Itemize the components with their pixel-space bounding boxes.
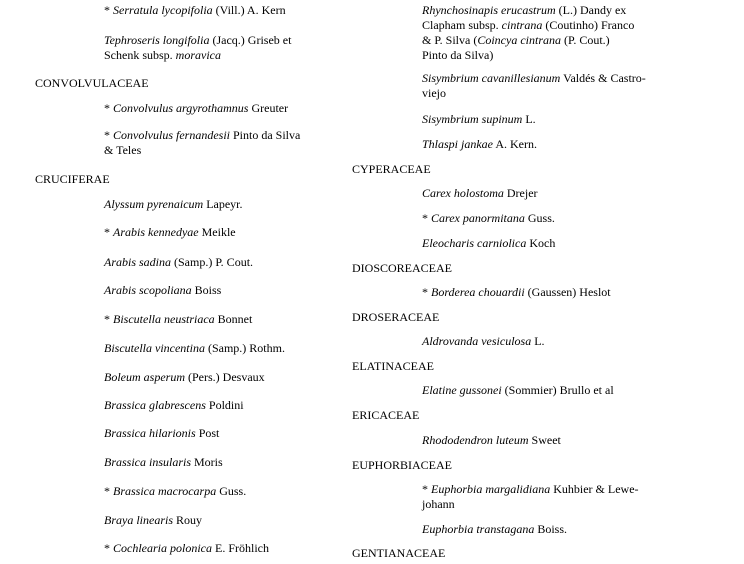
author-text: * bbox=[422, 211, 431, 225]
species-name: Elatine gussonei bbox=[422, 383, 502, 397]
family-heading: ELATINACEAE bbox=[352, 359, 434, 373]
entry-line bbox=[422, 211, 555, 226]
species-entry bbox=[104, 255, 253, 270]
author-text: Guss. bbox=[216, 484, 247, 498]
species-name: Borderea chouardii bbox=[431, 285, 525, 299]
species-name: Aldrovanda vesiculosa bbox=[422, 334, 532, 348]
author-text: Sweet bbox=[528, 433, 561, 447]
family-heading: CRUCIFERAE bbox=[35, 172, 110, 186]
species-entry bbox=[104, 33, 291, 63]
entry-line bbox=[422, 48, 634, 63]
species-name: Arabis scopoliana bbox=[104, 283, 192, 297]
author-text: Kuhbier & Lewe- bbox=[550, 482, 639, 496]
entry-line bbox=[422, 433, 561, 448]
author-text: Boiss bbox=[191, 283, 222, 297]
entry-line bbox=[104, 283, 221, 298]
species-name: Euphorbia margalidiana bbox=[431, 482, 551, 496]
species-entry bbox=[422, 482, 639, 512]
species-entry bbox=[422, 3, 634, 63]
author-text: L. bbox=[522, 112, 536, 126]
author-text: Post bbox=[195, 426, 220, 440]
author-text: Moris bbox=[191, 455, 223, 469]
author-text: Bonnet bbox=[214, 312, 253, 326]
author-text: johann bbox=[422, 497, 455, 511]
entry-line bbox=[422, 236, 555, 251]
author-text: & P. Silva ( bbox=[422, 33, 478, 47]
author-text: Drejer bbox=[503, 186, 538, 200]
species-entry bbox=[422, 334, 545, 349]
author-text: (Sommier) Brullo et al bbox=[501, 383, 614, 397]
species-name: Coincya cintrana bbox=[477, 33, 561, 47]
entry-line bbox=[422, 112, 536, 127]
species-name: Rhynchosinapis erucastrum bbox=[422, 3, 556, 17]
author-text: Boiss. bbox=[534, 522, 568, 536]
entry-line bbox=[422, 33, 634, 48]
author-text: Koch bbox=[526, 236, 556, 250]
species-entry bbox=[104, 101, 288, 116]
author-text: E. Fröhlich bbox=[212, 541, 269, 555]
entry-line bbox=[422, 285, 611, 300]
entry-line bbox=[422, 186, 538, 201]
entry-line bbox=[104, 3, 286, 18]
entry-line bbox=[104, 33, 291, 48]
author-text: A. Kern. bbox=[493, 137, 537, 151]
species-entry bbox=[422, 137, 537, 152]
species-entry bbox=[104, 3, 286, 18]
species-entry bbox=[422, 285, 611, 300]
author-text: Lapeyr. bbox=[203, 197, 243, 211]
author-text: (Pers.) Desvaux bbox=[185, 370, 265, 384]
entry-line bbox=[104, 312, 252, 327]
author-text: * bbox=[104, 312, 113, 326]
species-name: Tephroseris longifolia bbox=[104, 33, 210, 47]
entry-line bbox=[422, 482, 639, 497]
entry-line bbox=[422, 334, 545, 349]
species-entry bbox=[104, 197, 243, 212]
species-name: Convolvulus fernandesii bbox=[113, 128, 230, 142]
species-name: Eleocharis carniolica bbox=[422, 236, 527, 250]
author-text: (Coutinho) Franco bbox=[542, 18, 635, 32]
author-text: * bbox=[104, 128, 113, 142]
author-text: Clapham subsp. bbox=[422, 18, 502, 32]
author-text: * bbox=[104, 101, 113, 115]
author-text: Valdés & Castro- bbox=[560, 71, 646, 85]
entry-line bbox=[422, 18, 634, 33]
author-text: Schenk subsp. bbox=[104, 48, 176, 62]
species-entry bbox=[422, 112, 536, 127]
entry-line bbox=[422, 497, 639, 512]
species-name: Braya linearis bbox=[104, 513, 173, 527]
species-entry bbox=[104, 128, 300, 158]
entry-line bbox=[104, 255, 253, 270]
entry-line bbox=[104, 513, 202, 528]
author-text: (Gaussen) Heslot bbox=[524, 285, 611, 299]
author-text: Rouy bbox=[173, 513, 203, 527]
author-text: Guss. bbox=[524, 211, 555, 225]
species-name: Convolvulus argyrothamnus bbox=[113, 101, 249, 115]
species-entry bbox=[422, 186, 538, 201]
author-text: * bbox=[104, 225, 113, 239]
entry-line bbox=[104, 341, 285, 356]
author-text: * bbox=[422, 482, 431, 496]
species-name: Sisymbrium cavanillesianum bbox=[422, 71, 561, 85]
author-text: Pinto da Silva bbox=[230, 128, 301, 142]
author-text: Pinto da Silva) bbox=[422, 48, 494, 62]
species-name: Carex panormitana bbox=[431, 211, 525, 225]
author-text: L. bbox=[531, 334, 545, 348]
species-entry bbox=[104, 484, 246, 499]
species-entry bbox=[422, 522, 567, 537]
species-entry bbox=[104, 455, 223, 470]
entry-line bbox=[104, 484, 246, 499]
species-entry bbox=[422, 211, 555, 226]
family-heading: DIOSCOREACEAE bbox=[352, 261, 453, 275]
species-name: Arabis sadina bbox=[104, 255, 172, 269]
species-name: Serratula lycopifolia bbox=[113, 3, 213, 17]
author-text: viejo bbox=[422, 86, 446, 100]
species-name: Cochlearia polonica bbox=[113, 541, 212, 555]
author-text: * bbox=[104, 541, 113, 555]
entry-line bbox=[422, 383, 614, 398]
author-text: (Samp.) Rothm. bbox=[204, 341, 285, 355]
author-text: (Samp.) P. Cout. bbox=[171, 255, 254, 269]
author-text: (Vill.) A. Kern bbox=[212, 3, 286, 17]
species-name: Carex holostoma bbox=[422, 186, 504, 200]
species-entry bbox=[422, 433, 561, 448]
entry-line bbox=[104, 128, 300, 143]
author-text: * bbox=[422, 285, 431, 299]
species-name: Brassica macrocarpa bbox=[113, 484, 217, 498]
species-entry bbox=[104, 225, 236, 240]
entry-line bbox=[422, 137, 537, 152]
species-name: Brassica insularis bbox=[104, 455, 192, 469]
author-text: (P. Cout.) bbox=[561, 33, 610, 47]
entry-line bbox=[422, 86, 646, 101]
species-entry bbox=[104, 513, 202, 528]
species-entry bbox=[422, 236, 555, 251]
species-name: Boleum asperum bbox=[104, 370, 185, 384]
species-name: Thlaspi jankae bbox=[422, 137, 493, 151]
author-text: Greuter bbox=[248, 101, 289, 115]
species-name: Biscutella vincentina bbox=[104, 341, 205, 355]
author-text: * bbox=[104, 484, 113, 498]
entry-line bbox=[104, 455, 223, 470]
species-name: Biscutella neustriaca bbox=[113, 312, 215, 326]
species-entry bbox=[104, 370, 265, 385]
author-text: & Teles bbox=[104, 143, 142, 157]
species-entry bbox=[104, 341, 285, 356]
entry-line bbox=[422, 522, 567, 537]
species-name: Arabis kennedyae bbox=[113, 225, 199, 239]
species-name: cintrana bbox=[501, 18, 543, 32]
author-text: Meikle bbox=[198, 225, 236, 239]
author-text: * bbox=[104, 3, 113, 17]
species-name: Euphorbia transtagana bbox=[422, 522, 535, 536]
family-heading: CYPERACEAE bbox=[352, 162, 431, 176]
family-heading: DROSERACEAE bbox=[352, 310, 440, 324]
family-heading: ERICACEAE bbox=[352, 408, 420, 422]
species-entry bbox=[422, 383, 614, 398]
species-name: moravica bbox=[175, 48, 221, 62]
species-name: Rhododendron luteum bbox=[422, 433, 529, 447]
entry-line bbox=[104, 426, 219, 441]
author-text: Poldini bbox=[205, 398, 244, 412]
species-entry bbox=[104, 426, 219, 441]
entry-line bbox=[104, 398, 244, 413]
entry-line bbox=[104, 48, 291, 63]
species-entry bbox=[422, 71, 646, 101]
species-entry bbox=[104, 398, 244, 413]
species-name: Brassica glabrescens bbox=[104, 398, 206, 412]
family-heading: EUPHORBIACEAE bbox=[352, 458, 453, 472]
family-heading: CONVOLVULACEAE bbox=[35, 76, 149, 90]
species-name: Sisymbrium supinum bbox=[422, 112, 523, 126]
entry-line bbox=[104, 197, 243, 212]
species-entry bbox=[104, 541, 269, 556]
entry-line bbox=[104, 101, 288, 116]
entry-line bbox=[422, 3, 634, 18]
entry-line bbox=[422, 71, 646, 86]
entry-line bbox=[104, 225, 236, 240]
species-entry bbox=[104, 283, 221, 298]
entry-line bbox=[104, 143, 300, 158]
author-text: (Jacq.) Griseb et bbox=[209, 33, 292, 47]
entry-line bbox=[104, 541, 269, 556]
author-text: (L.) Dandy ex bbox=[555, 3, 627, 17]
species-name: Brassica hilarionis bbox=[104, 426, 196, 440]
entry-line bbox=[104, 370, 265, 385]
species-name: Alyssum pyrenaicum bbox=[104, 197, 204, 211]
family-heading: GENTIANACEAE bbox=[352, 546, 446, 560]
species-entry bbox=[104, 312, 252, 327]
